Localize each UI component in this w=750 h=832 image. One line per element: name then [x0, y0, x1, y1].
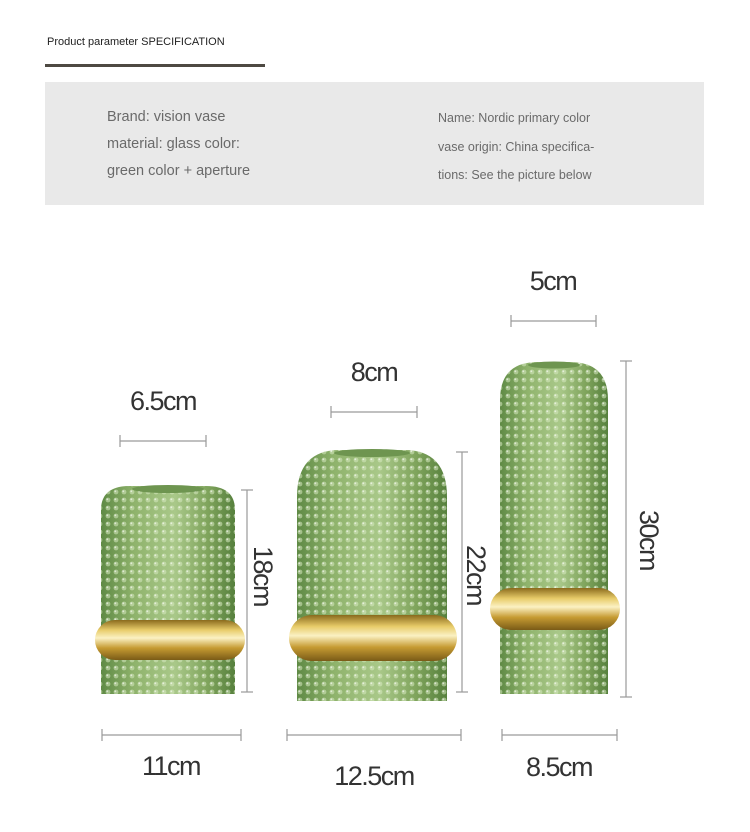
spec-left-column — [107, 104, 250, 185]
vase-small — [95, 485, 245, 694]
vase-tall-height-label: 30cm — [634, 509, 664, 571]
vase-medium-height-label: 22cm — [461, 544, 491, 606]
vase-medium-top-width-label: 8cm — [350, 357, 398, 387]
vase-tall-top-width-label: 5cm — [529, 266, 577, 296]
vase-medium-bottom-width-label: 12.5cm — [334, 761, 414, 791]
spec-material-line: material: glass color: — [107, 136, 240, 152]
vase-medium-gold-ring — [289, 615, 457, 661]
spec-name-line: Name: Nordic primary color — [438, 111, 591, 125]
vase-tall-bottom-width-label: 8.5cm — [525, 752, 593, 782]
vase-medium — [289, 449, 457, 701]
header-rule — [45, 64, 265, 67]
spec-size-line: tions: See the picture below — [438, 168, 592, 182]
vase-tall-gold-ring — [490, 588, 620, 630]
vase-dimension-figure — [0, 240, 750, 832]
vase-small-gold-ring — [95, 620, 245, 660]
header-title: Product parameter SPECIFICATION — [47, 36, 225, 48]
vase-small-top-width-label: 6.5cm — [129, 386, 197, 416]
spec-origin-line: vase origin: China specifica- — [438, 139, 595, 154]
spec-brand-line: Brand: vision vase — [107, 109, 226, 125]
spec-panel — [45, 82, 704, 205]
vase-tall — [490, 362, 620, 695]
spec-right-column — [438, 104, 594, 190]
vase-small-height-label: 18cm — [248, 545, 278, 607]
spec-color-line: green color + aperture — [107, 163, 251, 179]
vase-small-bottom-width-label: 11cm — [141, 751, 201, 781]
